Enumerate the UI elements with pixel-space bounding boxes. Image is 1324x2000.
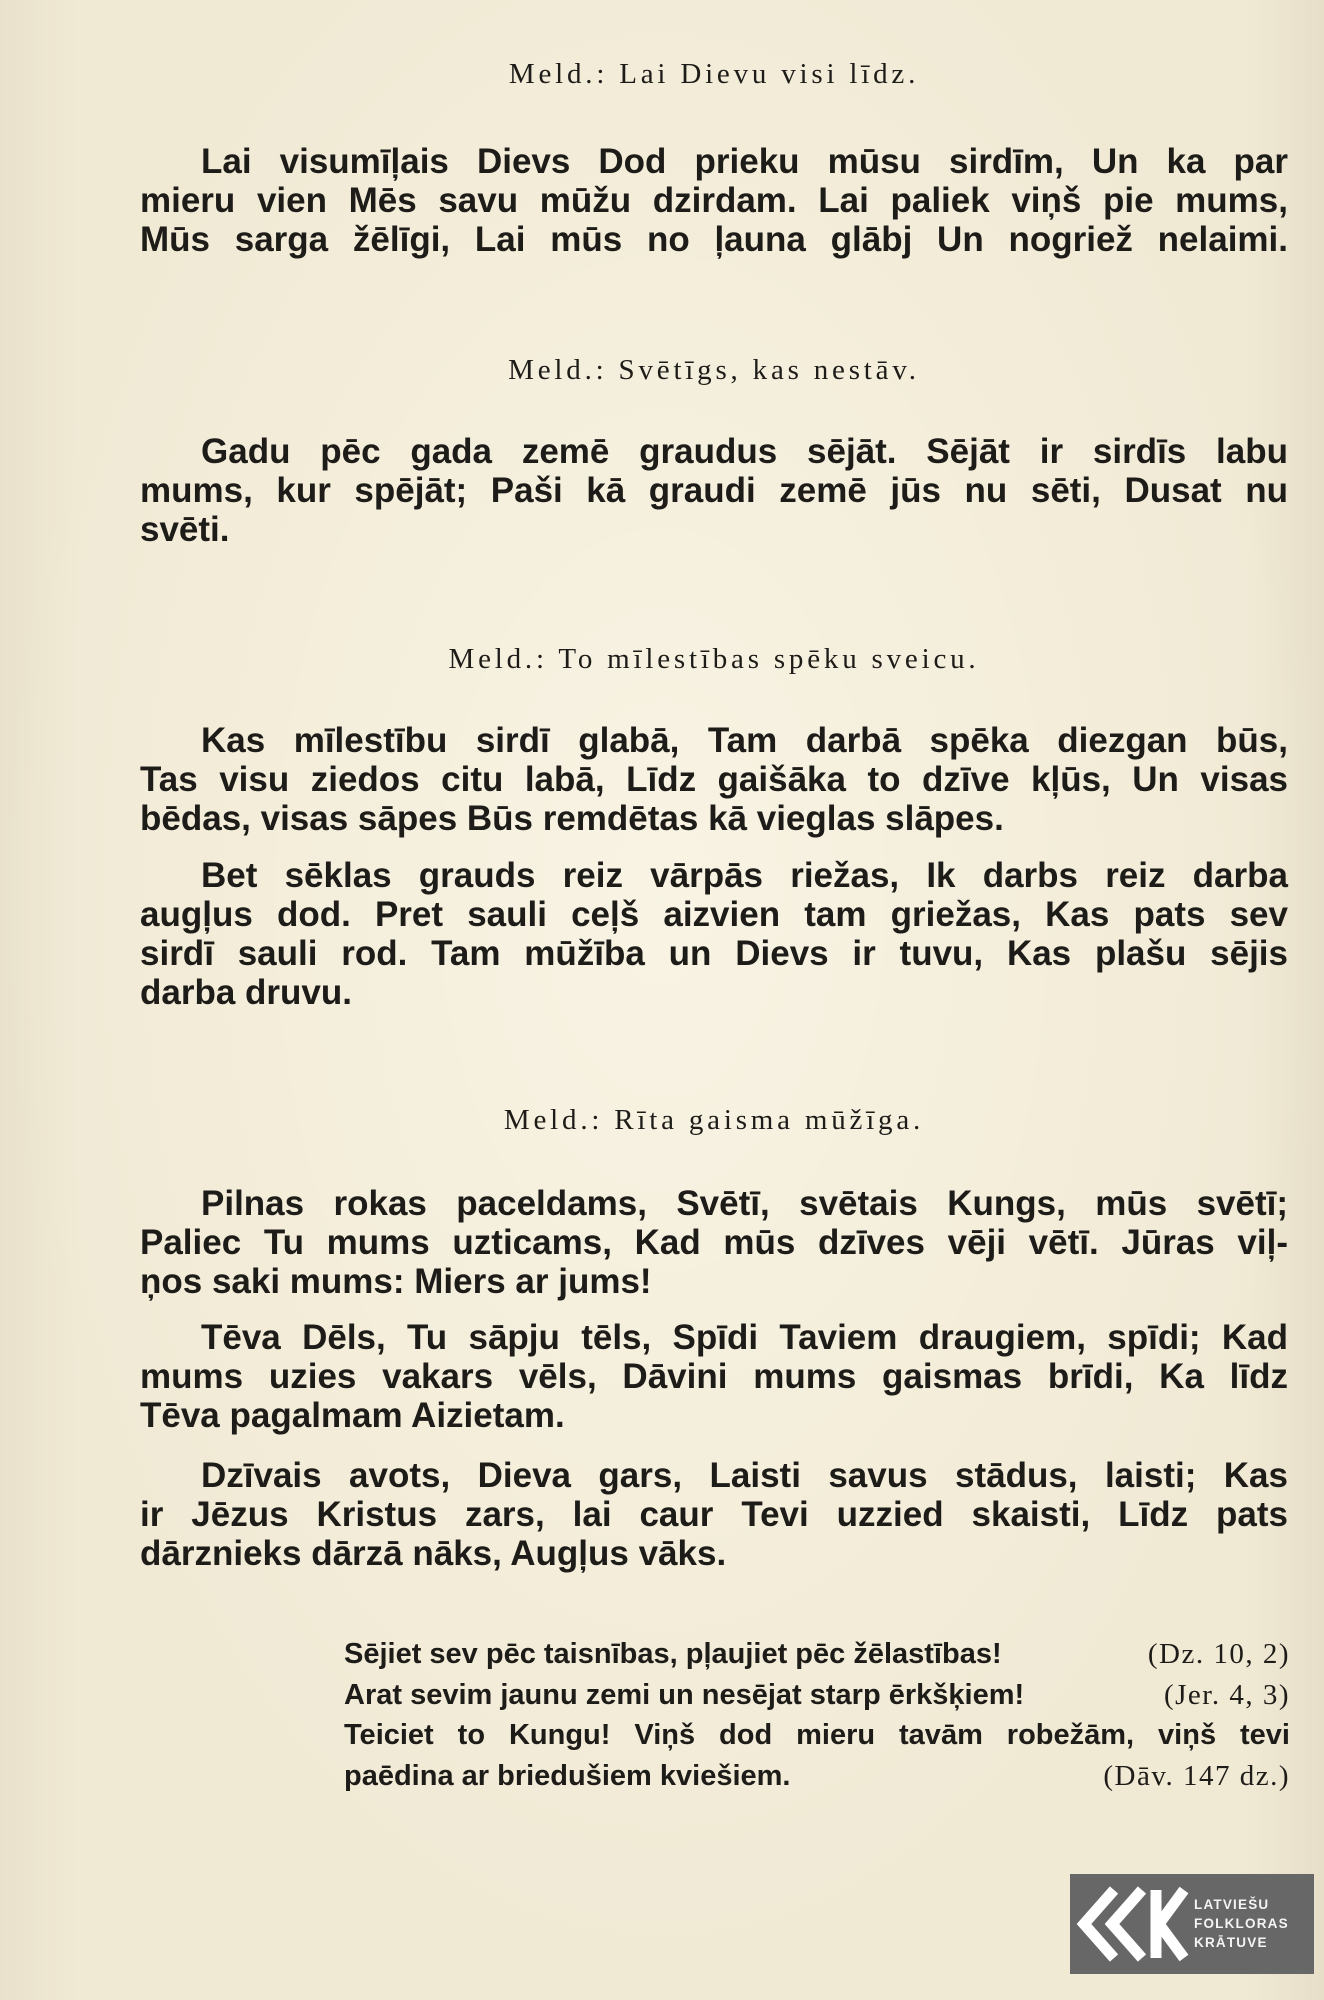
melody-heading: Meld.: Svētīgs, kas nestāv. [508,354,920,386]
logo-text-line: KRĀTUVE [1194,1935,1268,1950]
verse-line: darba druvu. [140,973,352,1012]
verse-line: svēti. [140,510,230,549]
scripture-text: paēdina ar briedušiem kviešiem. [344,1759,791,1792]
verse-line: ņos saki mums: Miers ar jums! [140,1262,652,1301]
verse-line: Gadu pēc gada zemē graudus sējāt. Sējāt ir sirdīs labu [201,432,1288,471]
logo-text-line: FOLKLORAS [1194,1916,1289,1931]
verse-line: mums uzies vakars vēls, Dāvini mums gaismas brīdi, Ka līdz [140,1357,1288,1396]
scripture-reference: (Dāv. 147 dz.) [1103,1759,1290,1792]
verse-line: mieru vien Mēs savu mūžu dzirdam. Lai paliek viņš pie mums, [140,181,1288,220]
scripture-quotes [344,1634,1290,1796]
scripture-text: Arat sevim jaunu zemi un nesējat starp ērkšķiem! [344,1678,1025,1711]
scripture-reference: (Jer. 4, 3) [1163,1678,1290,1711]
verse-line: Tēva pagalmam Aizietam. [140,1396,565,1435]
logo-text-line: LATVIEŠU [1194,1897,1270,1912]
verse-line: Dzīvais avots, Dieva gars, Laisti savus stādus, laisti; Kas [201,1456,1288,1495]
verse-line: Lai visumīļais Dievs Dod prieku mūsu sirdīm, Un ka par [201,142,1288,181]
hymn-verse [140,721,1288,838]
scripture-quote [344,1675,1290,1716]
hymn-verse [140,142,1288,259]
scripture-reference: (Dz. 10, 2) [1147,1638,1290,1670]
melody-heading: Meld.: Rīta gaisma mūžīga. [503,1104,925,1136]
verse-line: Paliec Tu mums uzticams, Kad mūs dzīves vēji vētī. Jūras viļ- [140,1223,1288,1262]
verse-line: mums, kur spējāt; Paši kā graudi zemē jūs nu sēti, Dusat nu [140,471,1288,510]
verse-line: augļus dod. Pret sauli ceļš aizvien tam griežas, Kas pats sev [140,895,1288,934]
logo-text [1194,1895,1289,1952]
melody-heading: Meld.: To mīlestības spēku sveicu. [448,643,980,675]
hymn-verse [140,1184,1288,1301]
hymn-verse [140,432,1288,549]
scripture-text: Teiciet to Kungu! Viņš dod mieru tavām robežām, viņš tevi [344,1719,1290,1751]
scripture-quote [344,1756,1290,1797]
scripture-quote [344,1715,1290,1756]
chevron-k-logo-icon [1070,1874,1190,1974]
verse-line: Pilnas rokas paceldams, Svētī, svētais Kungs, mūs svētī; [201,1184,1288,1223]
verse-line: Mūs sarga žēlīgi, Lai mūs no ļauna glābj Un nogriež nelaimi. [140,220,1288,259]
melody-heading: Meld.: Lai Dievu visi līdz. [508,58,920,90]
hymn-verse [140,1456,1288,1573]
verse-line: Bet sēklas grauds reiz vārpās riežas, Ik darbs reiz darba [201,856,1288,895]
verse-line: sirdī sauli rod. Tam mūžība un Dievs ir tuvu, Kas plašu sējis [140,934,1288,973]
verse-line: Tēva Dēls, Tu sāpju tēls, Spīdi Taviem draugiem, spīdi; Kad [201,1318,1288,1357]
verse-line: Tas visu ziedos citu labā, Līdz gaišāka to dzīve kļūs, Un visas [140,760,1288,799]
verse-line: dārznieks dārzā nāks, Augļus vāks. [140,1534,727,1573]
scripture-quote [344,1634,1290,1675]
verse-line: Kas mīlestību sirdī glabā, Tam darbā spēka diezgan būs, [201,721,1288,760]
hymn-verse [140,856,1288,1012]
archive-logo [1070,1874,1314,1974]
scripture-text: Sējiet sev pēc taisnības, pļaujiet pēc žēlastības! [344,1638,1002,1670]
verse-line: bēdas, visas sāpes Būs remdētas kā vieglas slāpes. [140,799,1004,838]
verse-line: ir Jēzus Kristus zars, lai caur Tevi uzzied skaisti, Līdz pats [140,1495,1288,1534]
hymn-verse [140,1318,1288,1435]
